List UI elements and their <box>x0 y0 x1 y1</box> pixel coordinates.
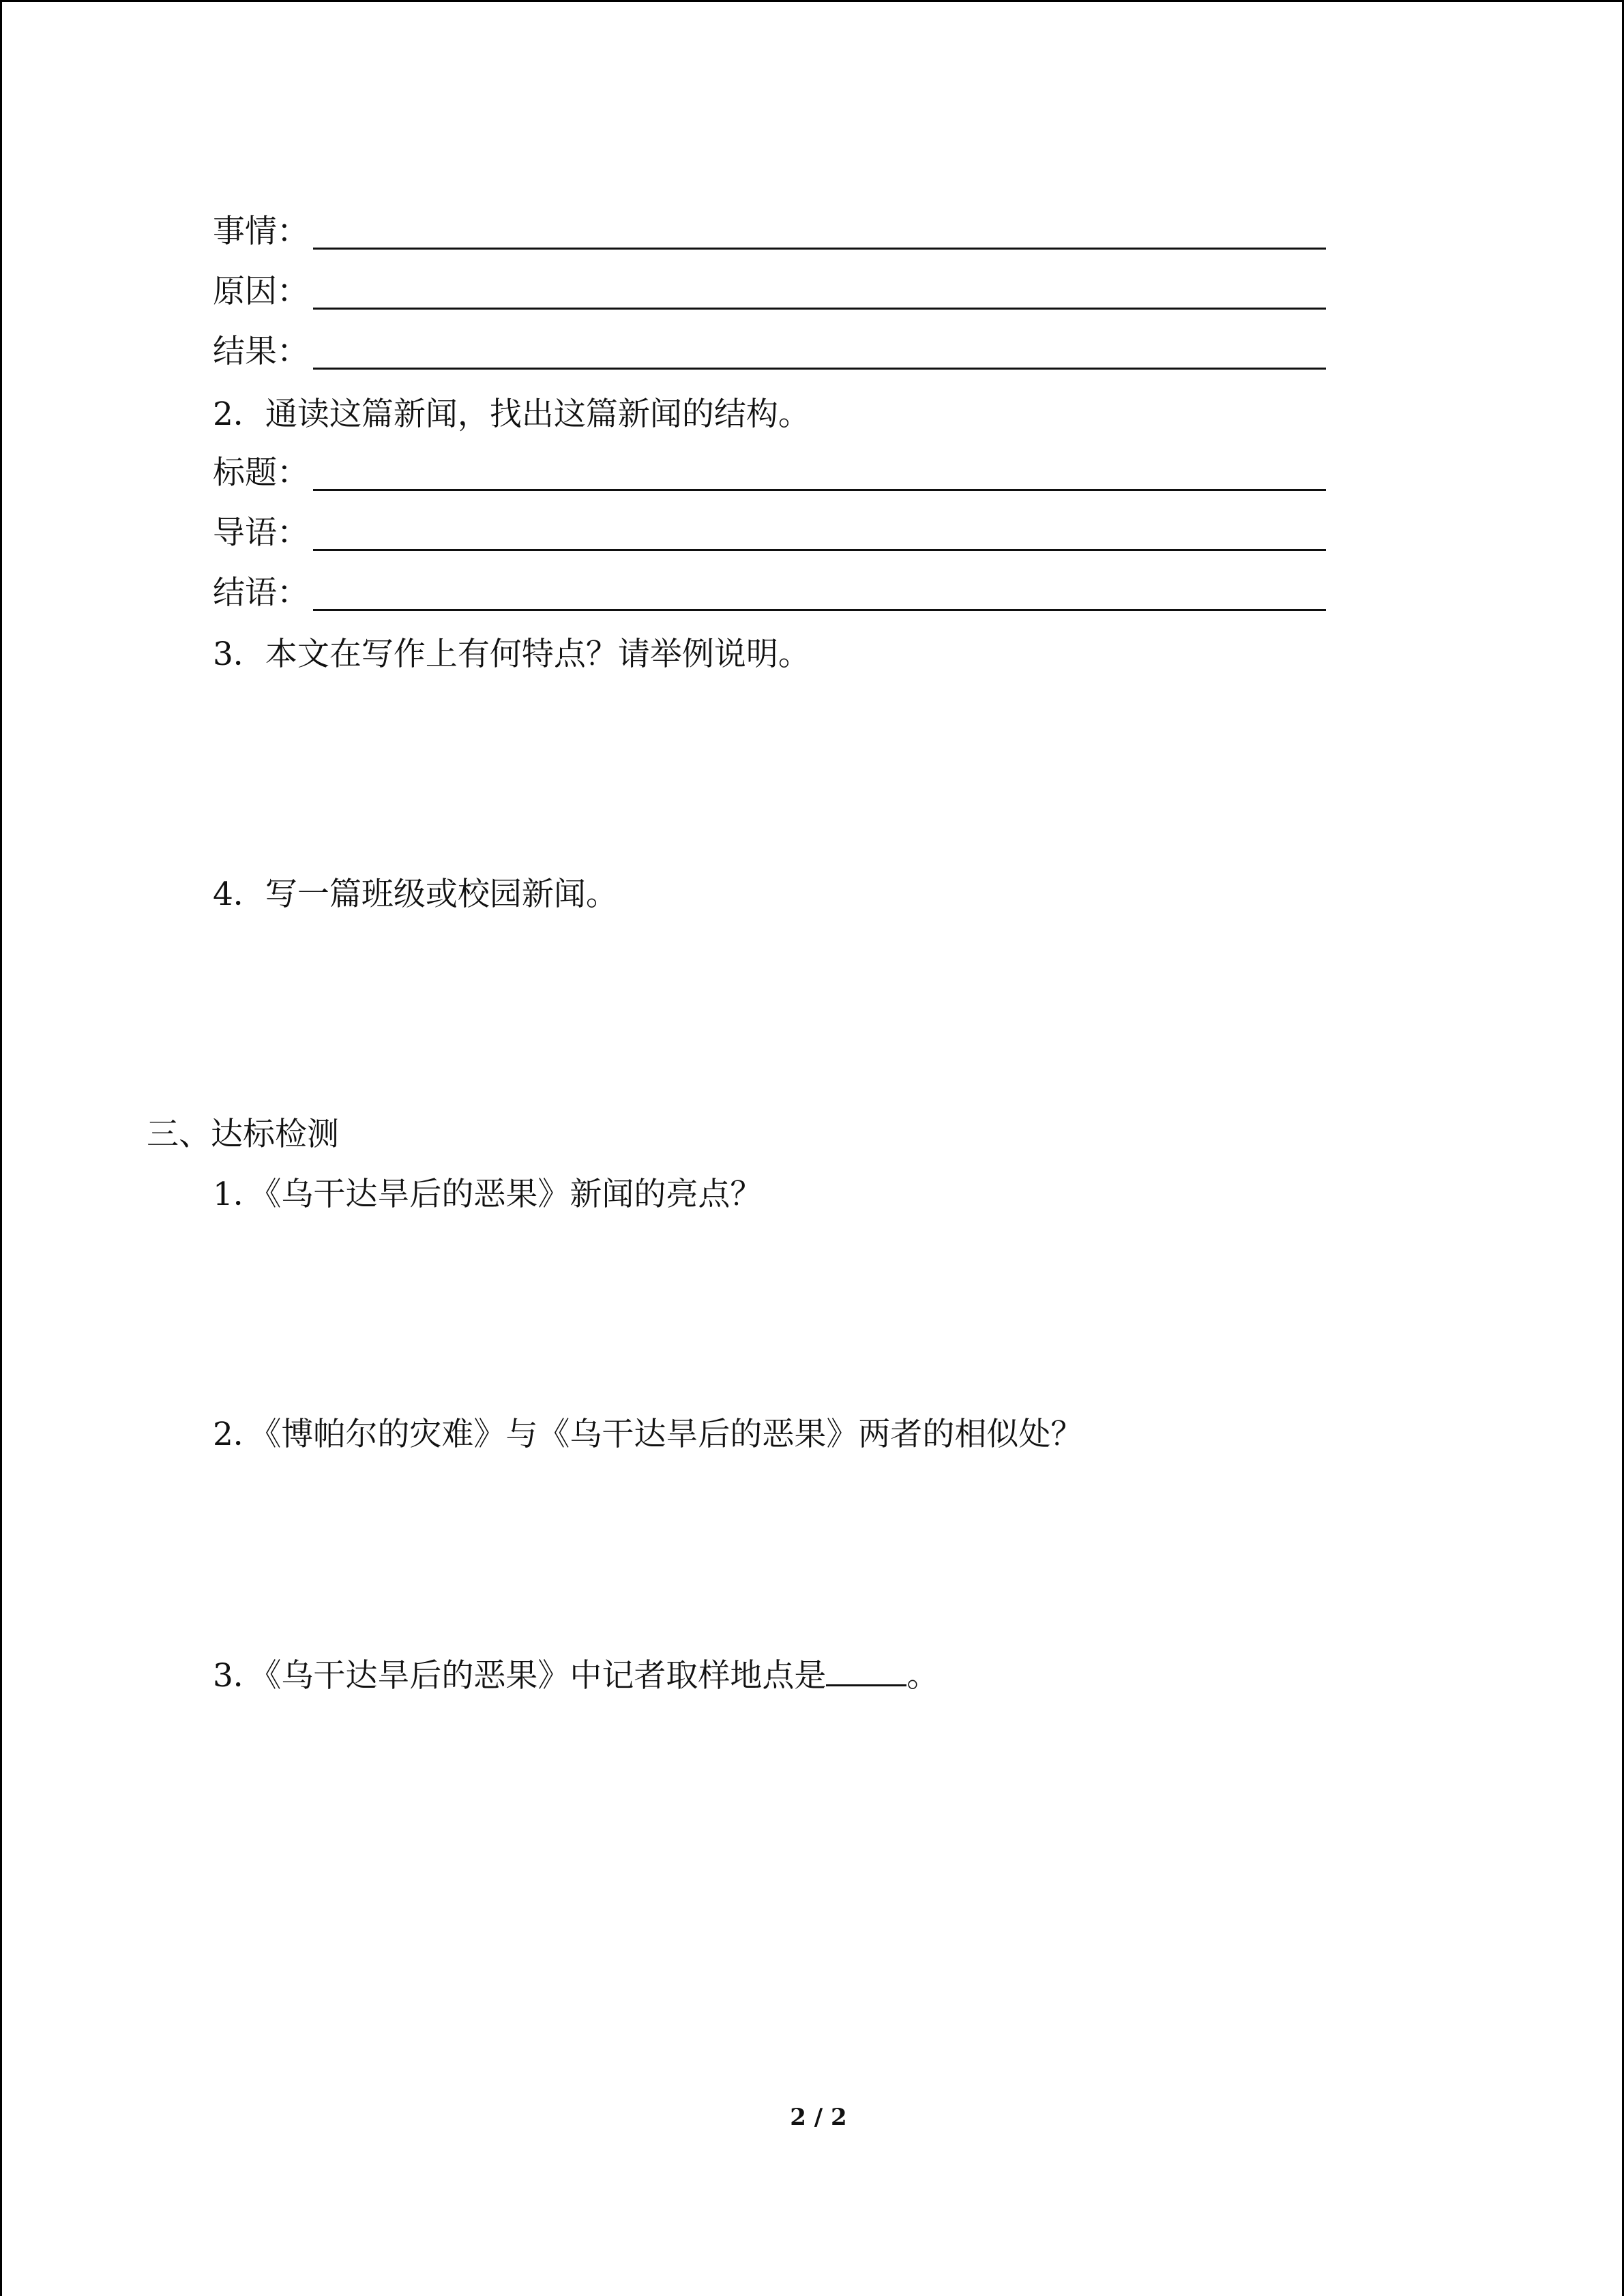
field-label-result: 结果： <box>213 333 309 370</box>
field-label-lead: 导语： <box>213 514 309 552</box>
question-3-features: 3．本文在写作上有何特点？请举例说明。 <box>213 636 810 673</box>
field-label-title: 标题： <box>213 454 309 492</box>
section-3-heading: 三、达标检测 <box>147 1116 339 1153</box>
field-label-event: 事情： <box>213 213 309 250</box>
section-3-question-3-text: 3．《乌干达旱后的恶果》中记者取样地点是 <box>213 1657 827 1695</box>
field-label-conclusion: 结语： <box>213 574 309 612</box>
answer-blank-sampling-location[interactable] <box>826 1654 906 1686</box>
answer-line-result[interactable] <box>313 368 1326 370</box>
section-3-question-2: 2．《博帕尔的灾难》与《乌干达旱后的恶果》两者的相似处？ <box>213 1416 1083 1453</box>
section-3-question-3 <box>213 1654 939 1697</box>
question-4-write-news: 4．写一篇班级或校园新闻。 <box>213 876 618 913</box>
answer-line-title[interactable] <box>313 489 1326 491</box>
answer-line-conclusion[interactable] <box>313 609 1326 611</box>
field-row-cause[interactable] <box>213 271 1326 312</box>
question-2-structure: 2．通读这篇新闻，找出这篇新闻的结构。 <box>213 396 810 433</box>
answer-line-cause[interactable] <box>313 308 1326 310</box>
field-row-result[interactable] <box>213 331 1326 372</box>
field-row-conclusion[interactable] <box>213 573 1326 614</box>
answer-line-lead[interactable] <box>313 549 1326 551</box>
section-3-question-3-end: 。 <box>906 1657 939 1695</box>
field-row-event[interactable] <box>213 211 1326 252</box>
answer-line-event[interactable] <box>313 248 1326 250</box>
page-number: 2 / 2 <box>790 2104 847 2131</box>
field-row-title[interactable] <box>213 453 1326 494</box>
section-3-question-1: 1．《乌干达旱后的恶果》新闻的亮点？ <box>213 1176 763 1213</box>
field-label-cause: 原因： <box>213 273 309 310</box>
field-row-lead[interactable] <box>213 513 1326 554</box>
